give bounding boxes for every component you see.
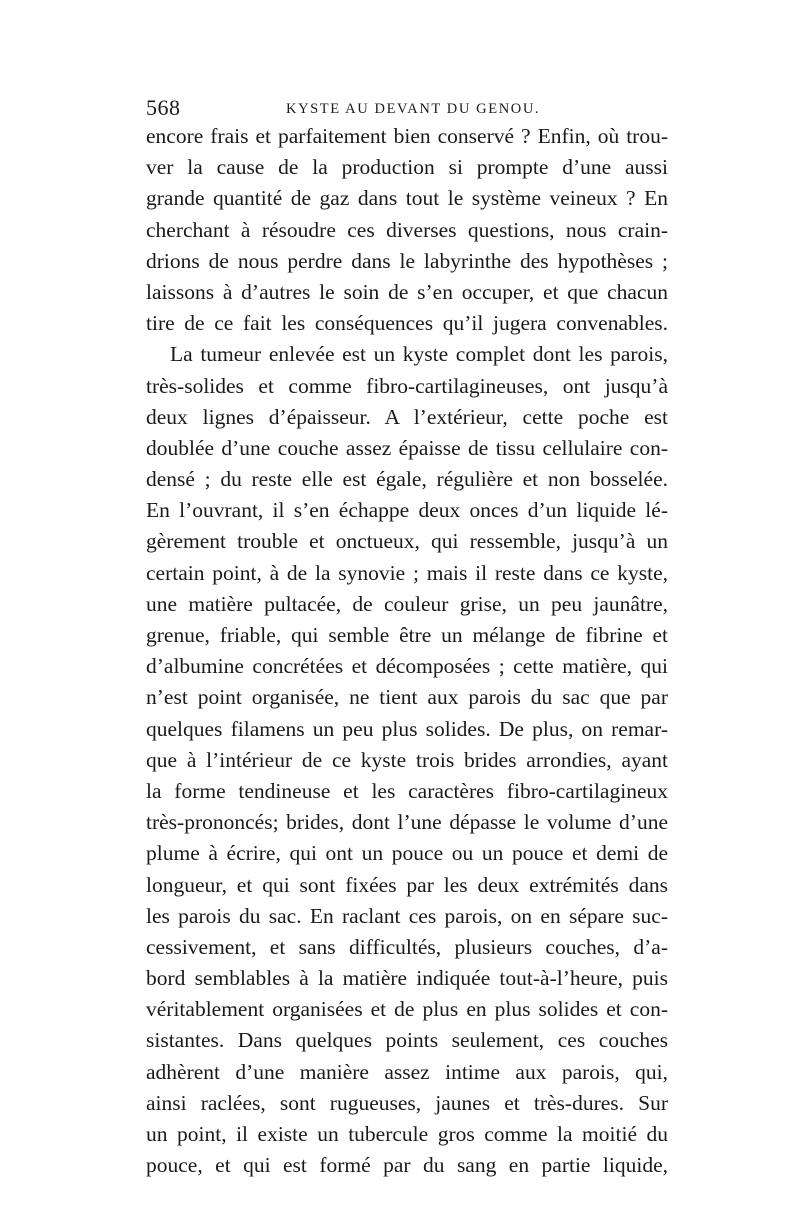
text-line: une matière pultacée, de couleur grise, un peu jaunâtre, (146, 591, 668, 616)
text-line: cherchant à résoudre ces diverses questions, nous crain- (146, 217, 668, 242)
text-line: gèrement trouble et onctueux, qui ressemble, jusqu’à un (146, 529, 668, 554)
text-line: adhèrent d’une manière assez intime aux parois, qui, (146, 1059, 668, 1084)
text-line: très-solides et comme fibro-cartilagineuses, ont jusqu’à (146, 373, 668, 398)
text-line: d’albumine concrétées et décomposées ; cette matière, qui (146, 654, 668, 679)
text-line: pouce, et qui est formé par du sang en partie liquide, (146, 1153, 668, 1178)
body-text (146, 121, 668, 1181)
text-line: doublée d’une couche assez épaisse de tissu cellulaire con- (146, 435, 668, 460)
text-line: En l’ouvrant, il s’en échappe deux onces d’un liquide lé- (146, 498, 668, 523)
text-line: n’est point organisée, ne tient aux parois du sac que par (146, 685, 668, 710)
text-line: plume à écrire, qui ont un pouce ou un pouce et demi de (146, 841, 668, 866)
text-line: sistantes. Dans quelques points seulement, ces couches (146, 1028, 668, 1053)
running-title: KYSTE AU DEVANT DU GENOU. (286, 101, 541, 117)
text-line: grenue, friable, qui semble être un mélange de fibrine et (146, 623, 668, 647)
text-line: encore frais et parfaitement bien conservé ? Enfin, où trou- (146, 124, 668, 148)
text-line: véritablement organisées et de plus en plus solides et con- (146, 997, 668, 1022)
paragraph-first-line: La tumeur enlevée est un kyste complet dont les parois, (170, 342, 668, 367)
text-line: deux lignes d’épaisseur. A l’extérieur, cette poche est (146, 404, 668, 429)
text-line: certain point, à de la synovie ; mais il reste dans ce kyste, (146, 560, 668, 585)
running-head (146, 96, 671, 120)
text-line: ainsi raclées, sont rugueuses, jaunes et très-dures. Sur (146, 1090, 668, 1115)
text-line: bord semblables à la matière indiquée tout-à-l’heure, puis (146, 966, 668, 991)
text-line: drions de nous perdre dans le labyrinthe des hypothèses ; (146, 248, 668, 273)
text-line: laissons à d’autres le soin de s’en occuper, et que chacun (146, 279, 668, 304)
text-line: longueur, et qui sont fixées par les deux extrémités dans (146, 872, 668, 897)
text-line: les parois du sac. En raclant ces parois, on en sépare suc- (146, 903, 668, 928)
text-line: cessivement, et sans difficultés, plusieurs couches, d’a- (146, 934, 668, 959)
text-line: très-prononcés; brides, dont l’une dépasse le volume d’une (146, 810, 668, 835)
text-line: densé ; du reste elle est égale, régulière et non bosselée. (146, 467, 668, 492)
text-line: tire de ce fait les conséquences qu’il jugera convenables. (146, 311, 668, 336)
text-line: la forme tendineuse et les caractères fibro-cartilagineux (146, 778, 668, 803)
page-number: 568 (146, 95, 181, 120)
text-line: un point, il existe un tubercule gros comme la moitié du (146, 1122, 668, 1146)
text-line: ver la cause de la production si prompte d’une aussi (146, 155, 668, 180)
text-line: grande quantité de gaz dans tout le système veineux ? En (146, 186, 668, 211)
text-line: que à l’intérieur de ce kyste trois brides arrondies, ayant (146, 747, 668, 772)
text-line: quelques filamens un peu plus solides. De plus, on remar- (146, 716, 668, 741)
